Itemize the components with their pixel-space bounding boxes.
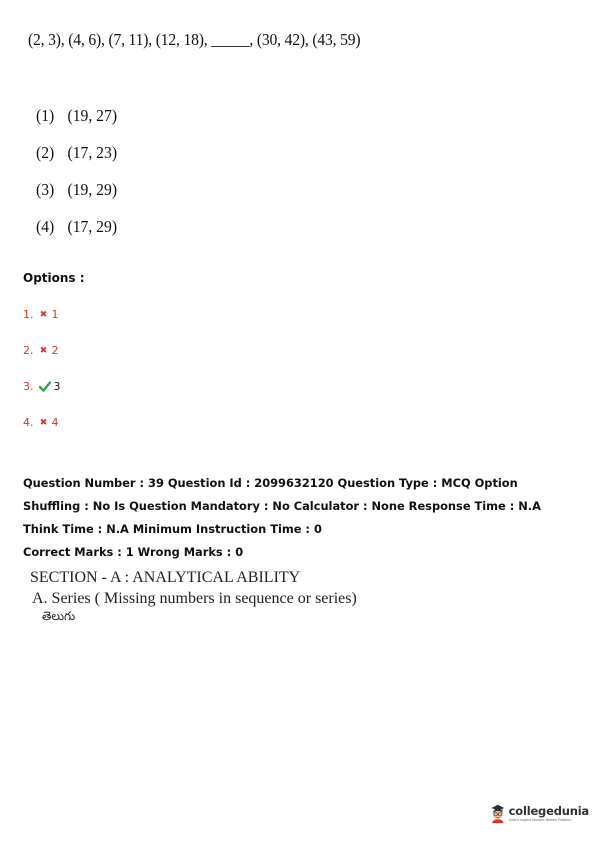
option-value: 4 (51, 416, 59, 429)
choice-3 (36, 180, 117, 200)
choice-text: (19, 27) (67, 106, 118, 125)
language-label: తెలుగు (42, 609, 76, 623)
choice-2 (36, 143, 117, 163)
choice-1 (36, 106, 117, 126)
section-title: SECTION - A : ANALYTICAL ABILITY (30, 569, 301, 586)
choice-4 (36, 217, 117, 237)
option-index: 4. (23, 416, 34, 429)
cross-icon: ✖ (39, 417, 48, 428)
section-subtitle: A. Series ( Missing numbers in sequence or series) (32, 590, 357, 607)
check-icon (39, 381, 51, 392)
option-index: 3. (23, 380, 34, 393)
choice-number: (4) (36, 217, 55, 236)
option-index: 1. (23, 308, 34, 321)
brand-name: collegedunia (508, 804, 589, 818)
brand-tagline: India's largest Student Review Platform (508, 818, 572, 822)
cross-icon: ✖ (39, 345, 48, 356)
option-item-2 (23, 344, 59, 357)
marks-info: Correct Marks : 1 Wrong Marks : 0 (23, 545, 244, 559)
question-sequence: (2, 3), (4, 6), (7, 11), (12, 18), _____, (30, 42), (43, 59) (28, 30, 361, 49)
option-item-1 (23, 308, 59, 321)
section-block (30, 567, 357, 609)
choice-text: (17, 29) (67, 217, 118, 236)
option-item-3 (23, 380, 61, 393)
choice-number: (2) (36, 143, 55, 162)
mascot-icon (489, 797, 507, 829)
option-value: 3 (53, 380, 61, 393)
options-heading: Options : (23, 271, 85, 285)
brand-logo (489, 796, 589, 830)
choice-text: (19, 29) (67, 180, 118, 199)
choice-number: (1) (36, 106, 55, 125)
option-item-4 (23, 416, 59, 429)
choice-text: (17, 23) (67, 143, 118, 162)
question-meta: Question Number : 39 Question Id : 2099632120 Question Type : MCQ Option Shuffling : No Is Question Mandatory : No Calculator : None Response Time : N.A Think Time : N.A Minimum Instruction Time : 0 (23, 476, 541, 536)
option-value: 1 (51, 308, 59, 321)
cross-icon: ✖ (39, 309, 48, 320)
choice-number: (3) (36, 180, 55, 199)
option-value: 2 (51, 344, 59, 357)
option-index: 2. (23, 344, 34, 357)
brand-text (509, 804, 589, 822)
